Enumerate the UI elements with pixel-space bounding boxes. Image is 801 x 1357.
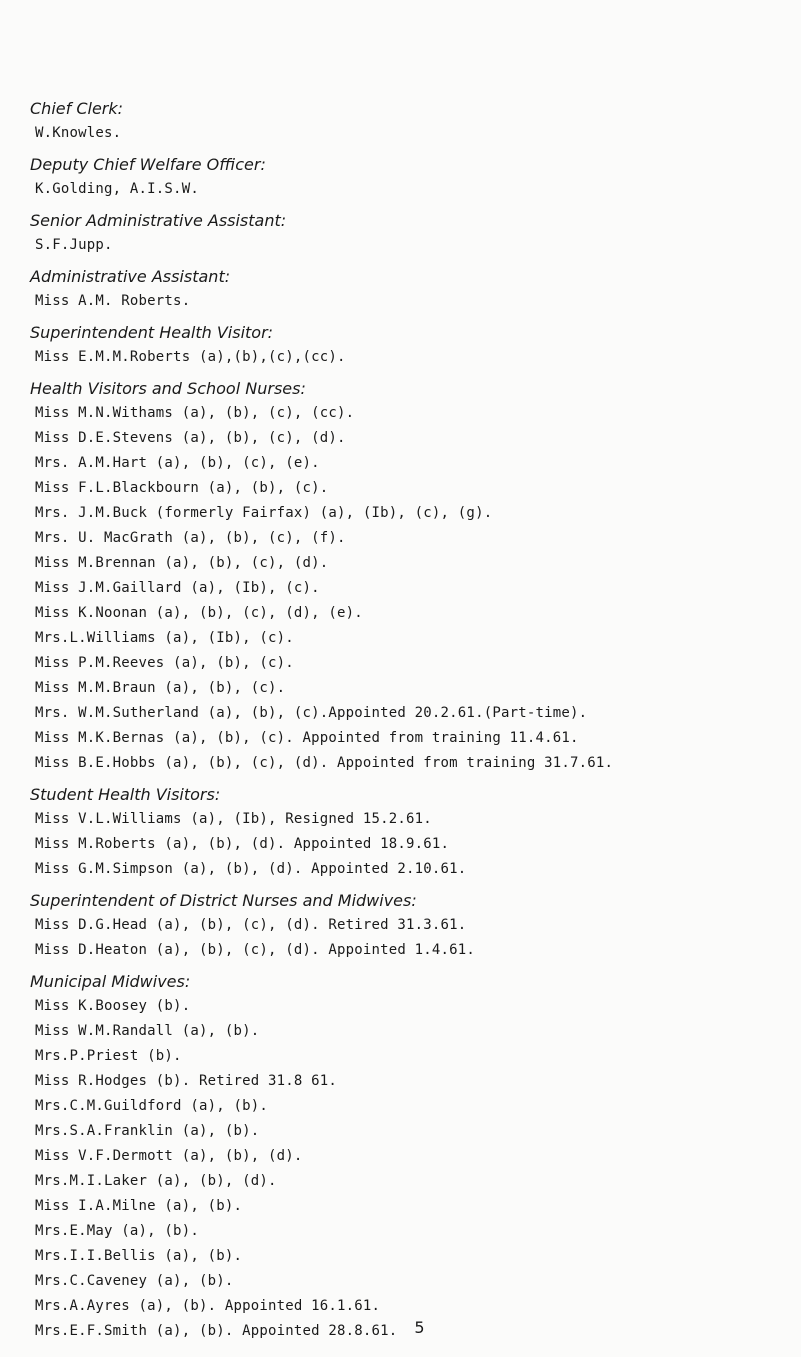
staff-entries [30, 121, 790, 146]
staff-entry: Miss M.Roberts (a), (b), (d). Appointed 18.9.61. [35, 836, 450, 852]
staff-entry: Miss I.A.Milne (a), (b). [35, 1198, 243, 1214]
section-heading: Chief Clerk: [30, 99, 124, 118]
staff-entry: Mrs.E.May (a), (b). [35, 1223, 199, 1239]
staff-entries [30, 807, 790, 882]
staff-entry: S.F.Jupp. [35, 237, 113, 253]
staff-entry: Mrs.C.M.Guildford (a), (b). [35, 1098, 268, 1114]
staff-entries [30, 994, 790, 1344]
staff-entries [30, 345, 790, 370]
staff-entry: Mrs.L.Williams (a), (Ib), (c). [35, 630, 294, 646]
page-number: 5 [414, 1318, 425, 1337]
staff-entry: Miss R.Hodges (b). Retired 31.8 61. [35, 1073, 338, 1089]
staff-entry: Miss V.F.Dermott (a), (b), (d). [35, 1148, 303, 1164]
staff-section [30, 320, 790, 370]
staff-entry: Miss B.E.Hobbs (a), (b), (c), (d). Appointed from training 31.7.61. [35, 755, 614, 771]
staff-entry: Mrs.P.Priest (b). [35, 1048, 182, 1064]
staff-entries [30, 177, 790, 202]
staff-entries [30, 289, 790, 314]
section-heading: Deputy Chief Welfare Officer: [30, 155, 266, 174]
section-heading: Superintendent Health Visitor: [30, 323, 274, 342]
staff-entry: Miss K.Noonan (a), (b), (c), (d), (e). [35, 605, 363, 621]
staff-entry: Mrs. A.M.Hart (a), (b), (c), (e). [35, 455, 320, 471]
staff-entry: W.Knowles. [35, 125, 122, 141]
section-heading: Senior Administrative Assistant: [30, 211, 287, 230]
staff-section [30, 782, 790, 882]
staff-entry: Miss D.Heaton (a), (b), (c), (d). Appointed 1.4.61. [35, 942, 476, 958]
staff-entry: Miss V.L.Williams (a), (Ib), Resigned 15.2.61. [35, 811, 432, 827]
staff-section [30, 888, 790, 963]
staff-section [30, 376, 790, 776]
staff-entry: Miss M.Brennan (a), (b), (c), (d). [35, 555, 329, 571]
staff-entry: Miss F.L.Blackbourn (a), (b), (c). [35, 480, 329, 496]
staff-entry: Miss D.G.Head (a), (b), (c), (d). Retired 31.3.61. [35, 917, 467, 933]
staff-entry: Miss A.M. Roberts. [35, 293, 191, 309]
staff-entry: Miss M.N.Withams (a), (b), (c), (cc). [35, 405, 355, 421]
staff-section [30, 264, 790, 314]
staff-list [30, 96, 790, 1350]
staff-entries [30, 401, 790, 776]
staff-entries [30, 913, 790, 963]
staff-entry: Mrs.I.I.Bellis (a), (b). [35, 1248, 243, 1264]
staff-entry: Miss J.M.Gaillard (a), (Ib), (c). [35, 580, 320, 596]
staff-entry: K.Golding, A.I.S.W. [35, 181, 199, 197]
staff-entry: Miss M.M.Braun (a), (b), (c). [35, 680, 286, 696]
staff-entry: Mrs.E.F.Smith (a), (b). Appointed 28.8.61. [35, 1323, 398, 1339]
section-heading: Superintendent of District Nurses and Midwives: [30, 891, 417, 910]
staff-entry: Mrs. J.M.Buck (formerly Fairfax) (a), (Ib), (c), (g). [35, 505, 493, 521]
staff-section [30, 969, 790, 1344]
section-heading: Municipal Midwives: [30, 972, 191, 991]
staff-section [30, 208, 790, 258]
staff-entry: Mrs. W.M.Sutherland (a), (b), (c).Appointed 20.2.61.(Part-time). [35, 705, 588, 721]
section-heading: Health Visitors and School Nurses: [30, 379, 306, 398]
staff-entry: Mrs.M.I.Laker (a), (b), (d). [35, 1173, 277, 1189]
staff-entry: Mrs.C.Caveney (a), (b). [35, 1273, 234, 1289]
staff-entry: Miss M.K.Bernas (a), (b), (c). Appointed from training 11.4.61. [35, 730, 579, 746]
section-heading: Administrative Assistant: [30, 267, 231, 286]
staff-entry: Mrs. U. MacGrath (a), (b), (c), (f). [35, 530, 346, 546]
staff-entry: Miss D.E.Stevens (a), (b), (c), (d). [35, 430, 346, 446]
staff-section [30, 96, 790, 146]
section-heading: Student Health Visitors: [30, 785, 221, 804]
staff-entry: Mrs.A.Ayres (a), (b). Appointed 16.1.61. [35, 1298, 381, 1314]
staff-entry: Miss E.M.M.Roberts (a),(b),(c),(cc). [35, 349, 346, 365]
staff-entry: Miss G.M.Simpson (a), (b), (d). Appointed 2.10.61. [35, 861, 467, 877]
staff-entry: Miss W.M.Randall (a), (b). [35, 1023, 260, 1039]
staff-entry: Miss P.M.Reeves (a), (b), (c). [35, 655, 294, 671]
staff-entry: Miss K.Boosey (b). [35, 998, 191, 1014]
staff-entry: Mrs.S.A.Franklin (a), (b). [35, 1123, 260, 1139]
staff-section [30, 152, 790, 202]
staff-entries [30, 233, 790, 258]
